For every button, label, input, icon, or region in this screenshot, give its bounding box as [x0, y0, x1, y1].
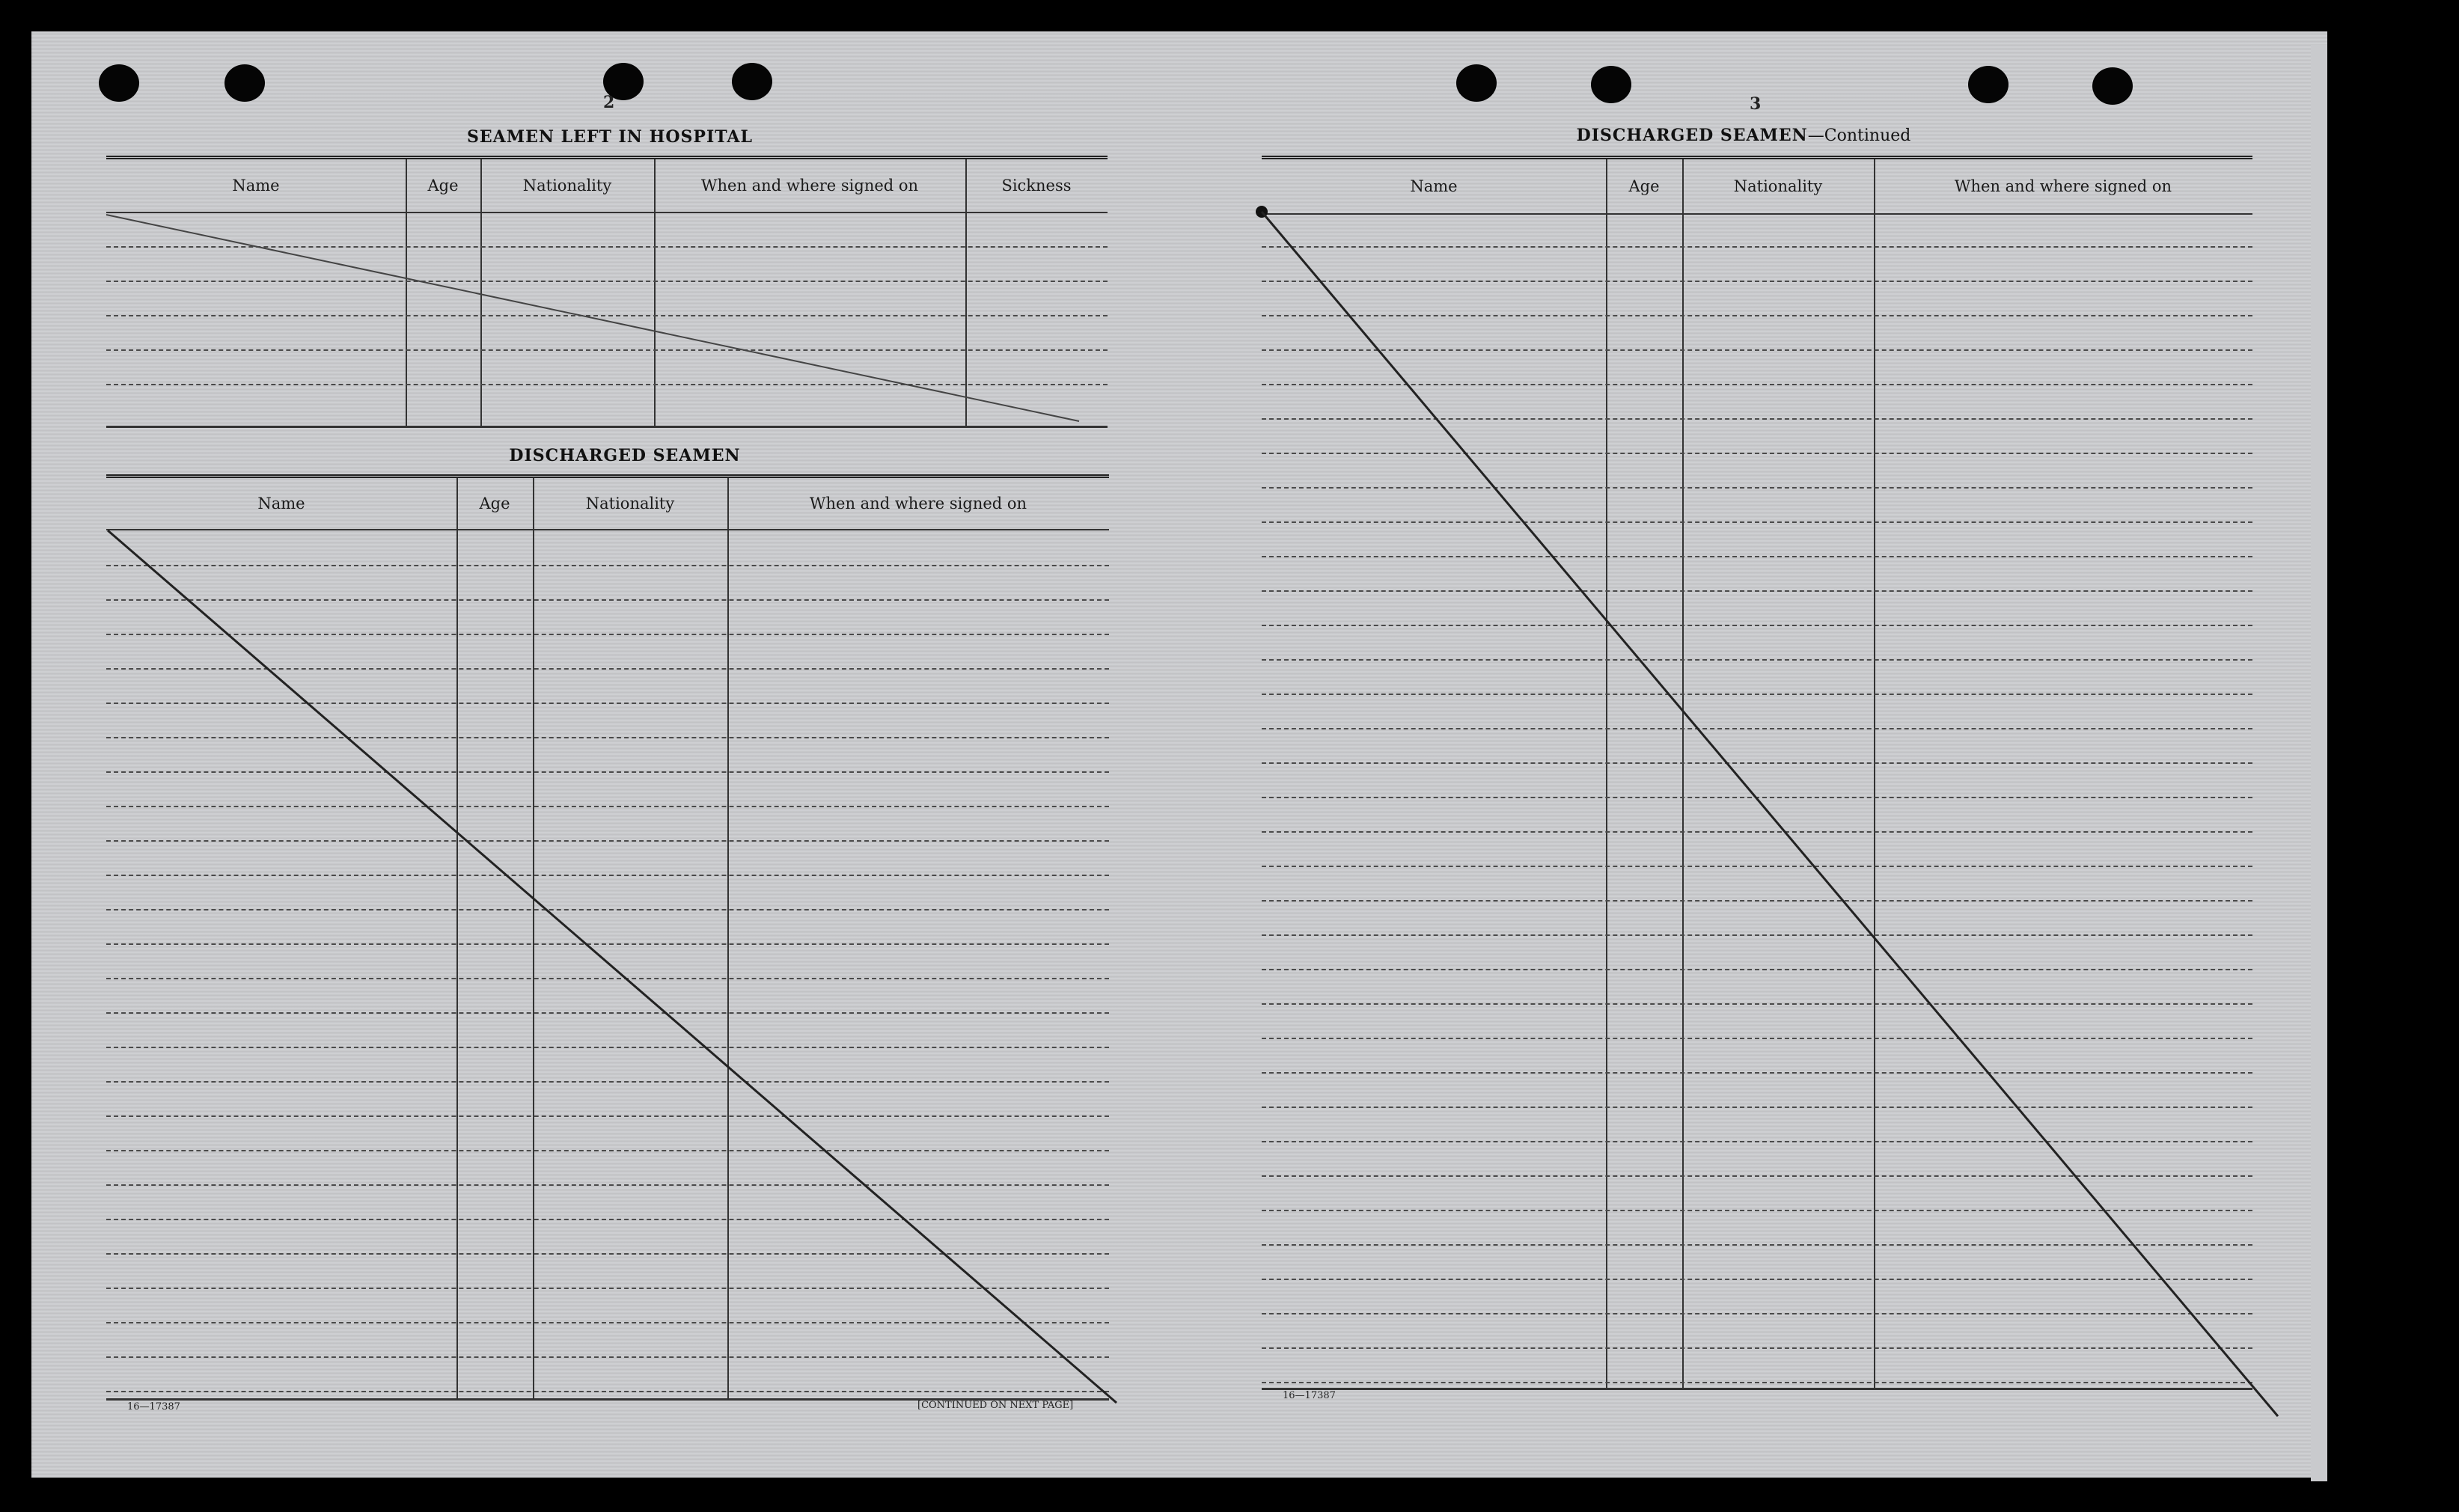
- column-header-nationality: Nationality: [522, 177, 612, 195]
- section-title-text: DISCHARGED SEAMEN: [1576, 126, 1808, 145]
- column-header-name: Name: [232, 177, 280, 195]
- punch-hole: [732, 63, 772, 100]
- hospital-table: [106, 156, 1108, 428]
- page-number: 2: [603, 93, 615, 112]
- column-header-nationality: Nationality: [585, 495, 675, 512]
- discharged-continued-table: [1262, 156, 2252, 1390]
- strike-through-line: [106, 478, 1109, 1398]
- column-header-nationality: Nationality: [1733, 177, 1823, 195]
- form-number: 16—17387: [1283, 1390, 1336, 1401]
- discharged-table: [106, 474, 1109, 1401]
- punch-hole: [1591, 66, 1631, 103]
- sheet-edge: [2311, 45, 2327, 1481]
- punch-hole: [224, 64, 265, 102]
- form-number: 16—17387: [127, 1401, 180, 1412]
- punch-hole: [2092, 67, 2133, 105]
- strike-through-line: [1262, 159, 2252, 1388]
- column-header-age: Age: [1628, 177, 1660, 195]
- section-title-suffix: —Continued: [1807, 126, 1911, 145]
- column-header-name: Name: [257, 495, 305, 512]
- strike-through-line: [106, 159, 1108, 426]
- column-header-name: Name: [1410, 177, 1458, 195]
- column-header-when-where: When and where signed on: [1954, 177, 2172, 195]
- column-header-when-where: When and where signed on: [700, 177, 919, 195]
- column-header-age: Age: [479, 495, 510, 512]
- page-number: 3: [1750, 94, 1762, 114]
- column-header-age: Age: [427, 177, 459, 195]
- continued-note: [CONTINUED ON NEXT PAGE]: [917, 1400, 1074, 1411]
- section-title-discharged: DISCHARGED SEAMEN: [509, 446, 741, 465]
- punch-hole: [1456, 64, 1497, 102]
- section-title-discharged-continued: [1512, 126, 1976, 145]
- section-title-hospital: SEAMEN LEFT IN HOSPITAL: [467, 127, 753, 147]
- punch-hole: [99, 64, 139, 102]
- column-header-when-where: When and where signed on: [809, 495, 1027, 512]
- column-header-sickness: Sickness: [1001, 177, 1072, 195]
- punch-hole: [1968, 66, 2009, 103]
